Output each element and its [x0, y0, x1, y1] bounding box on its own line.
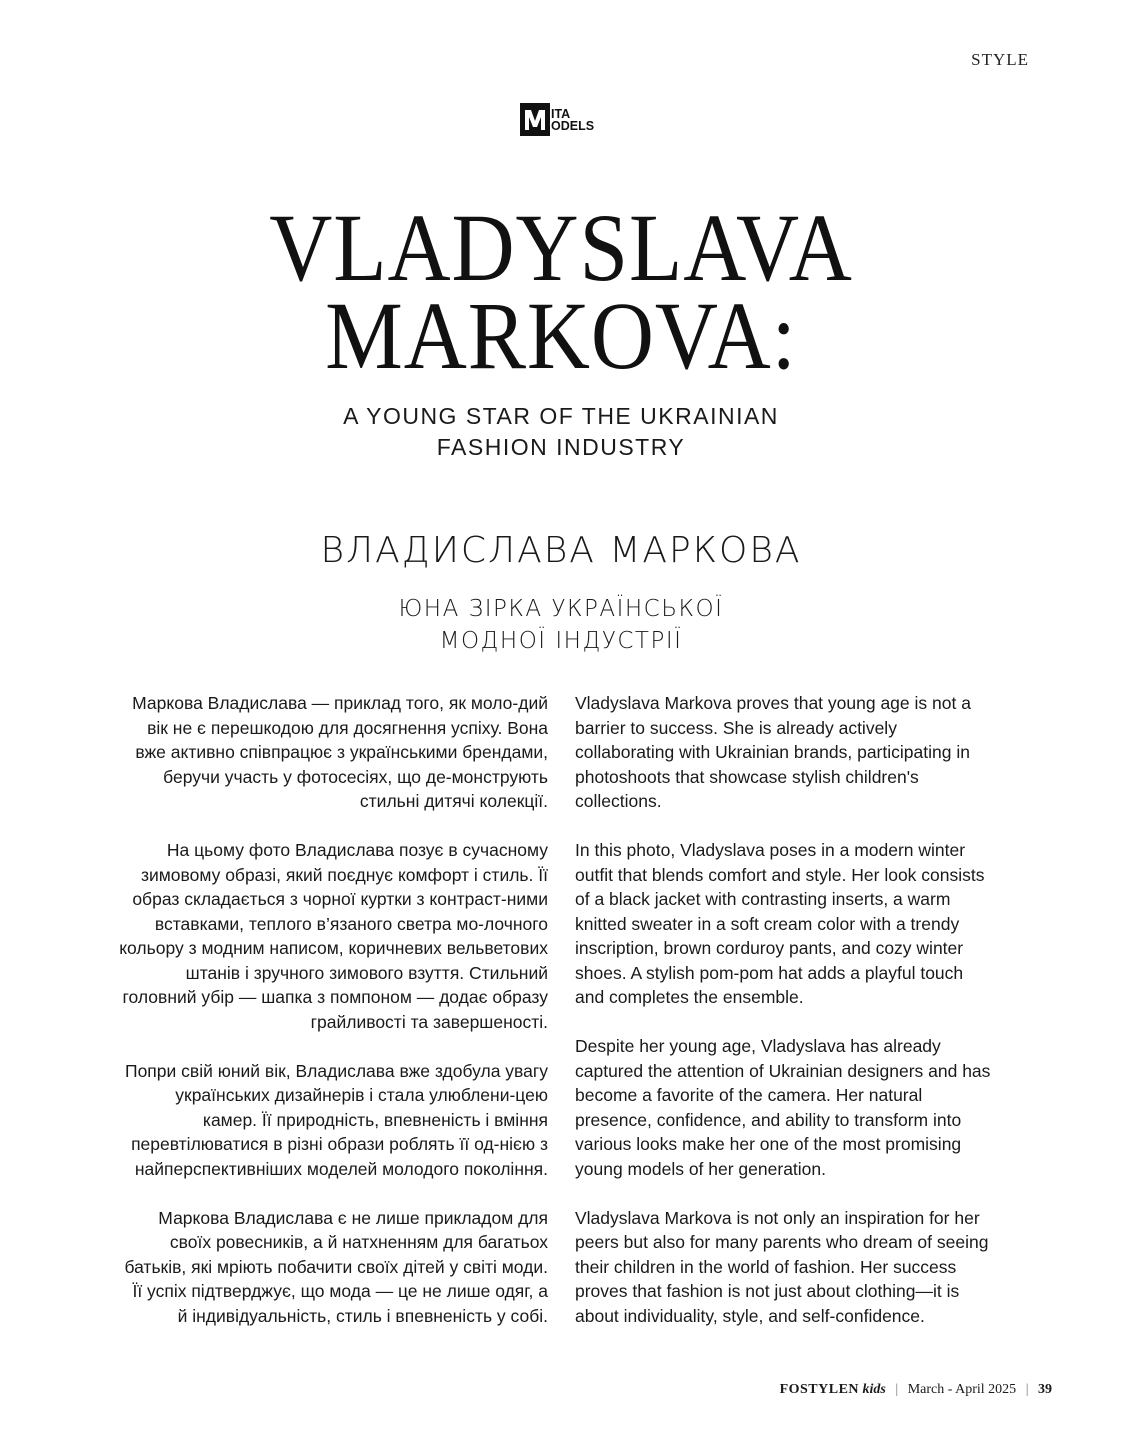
footer-divider: | — [895, 1382, 899, 1397]
page-number: 39 — [1038, 1382, 1052, 1397]
section-label: STYLE — [971, 50, 1029, 69]
article-title-ua: ВЛАДИСЛАВА МАРКОВА — [320, 530, 802, 571]
vita-models-logo — [520, 103, 610, 137]
article-subtitle-en — [0, 401, 1122, 463]
footer-divider: | — [1025, 1382, 1029, 1397]
logo-text-line-1: ITA — [551, 107, 571, 121]
footer-kids: kids — [862, 1382, 886, 1397]
paragraph-en-1: Vladyslava Markova proves that young age is not a barrier to success. She is already actively collaborating with Ukrainian brands, participating in photoshoots that showcase stylish children's collections. — [575, 693, 971, 811]
paragraph-en-4: Vladyslava Markova is not only an inspiration for her peers but also for many parents who dream of seeing their children in the world of fashion. Her success proves that fashion is not just about clothing—it is about individuality, style, and self-confidence. — [575, 1207, 989, 1326]
article-subtitle-ua — [0, 593, 1122, 657]
article-subtitle-ua-line-2: МОДНОЇ ІНДУСТРІЇ — [439, 628, 683, 654]
article-subtitle-en-line-2: FASHION INDUSTRY — [436, 434, 686, 460]
paragraph-en-2: In this photo, Vladyslava poses in a modern winter outfit that blends comfort and style. Her look consists of a black jacket with contrasting inserts, a warm knitted sweater in a soft cream color with a trendy inscription, brown corduroy pants, and cozy winter shoes. A stylish pom-pom hat adds a playful touch and completes the ensemble. — [575, 840, 985, 1007]
footer-issue: March - April 2025 — [907, 1382, 1017, 1397]
paragraph-en-3: Despite her young age, Vladyslava has already captured the attention of Ukrainian designers and has become a favorite of the camera. Her natural presence, confidence, and ability to transform into various looks make her one of the most promising young models of her generation. — [575, 1036, 991, 1179]
paragraph-ua-4: Маркова Владислава є не лише прикладом для своїх ровесників, а й натхненням для багатьох батьків, які мріють побачити своїх дітей у світі моди. Її успіх підтверджує, що мода — це не лише одяг, а й індивідуальність, стиль і впевненість у собі. — [124, 1207, 548, 1326]
vita-models-logo-mark — [520, 103, 550, 136]
page-footer — [780, 1382, 1052, 1398]
footer-brand: FOSTYLEN — [779, 1382, 860, 1397]
body-column-ukrainian — [118, 691, 548, 1353]
body-column-english — [575, 691, 995, 1353]
article-subtitle-ua-line-1: ЮНА ЗІРКА УКРАЇНСЬКОЇ — [398, 596, 724, 622]
article-title — [0, 194, 1122, 389]
article-subtitle-en-line-1: A YOUNG STAR OF THE UKRAINIAN — [343, 403, 779, 429]
paragraph-ua-1: Маркова Владислава — приклад того, як моло-дий вік не є перешкодою для досягнення успіху. Вона вже активно співпрацює з українськими брендами, беручи участь у фотосесіях, що де-монструють стильні дитячі колекції. — [132, 693, 548, 811]
article-title-line-1: VLADYSLAVA — [269, 194, 853, 301]
logo-text-line-2: ODELS — [551, 119, 595, 133]
article-title-line-2: MARKOVA: — [325, 282, 797, 389]
paragraph-ua-2: На цьому фото Владислава позує в сучасному зимовому образі, який поєднує комфорт і стиль. Її образ складається з чорної куртки з контраст-ними вставками, теплого в’язаного светра мо-лочного кольору з модним написом, коричневих вельветових штанів і зручного зимового взуття. Стильний головний убір — шапка з помпоном — додає образу грайливості та завершеності. — [119, 840, 548, 1032]
paragraph-ua-3: Попри свій юний вік, Владислава вже здобула увагу українських дизайнерів і стала улюблени-цею камер. Її природність, впевненість і вміння перевтілюватися в різні образи роблять її од-нією з найперспективніших моделей молодого покоління. — [125, 1060, 548, 1179]
